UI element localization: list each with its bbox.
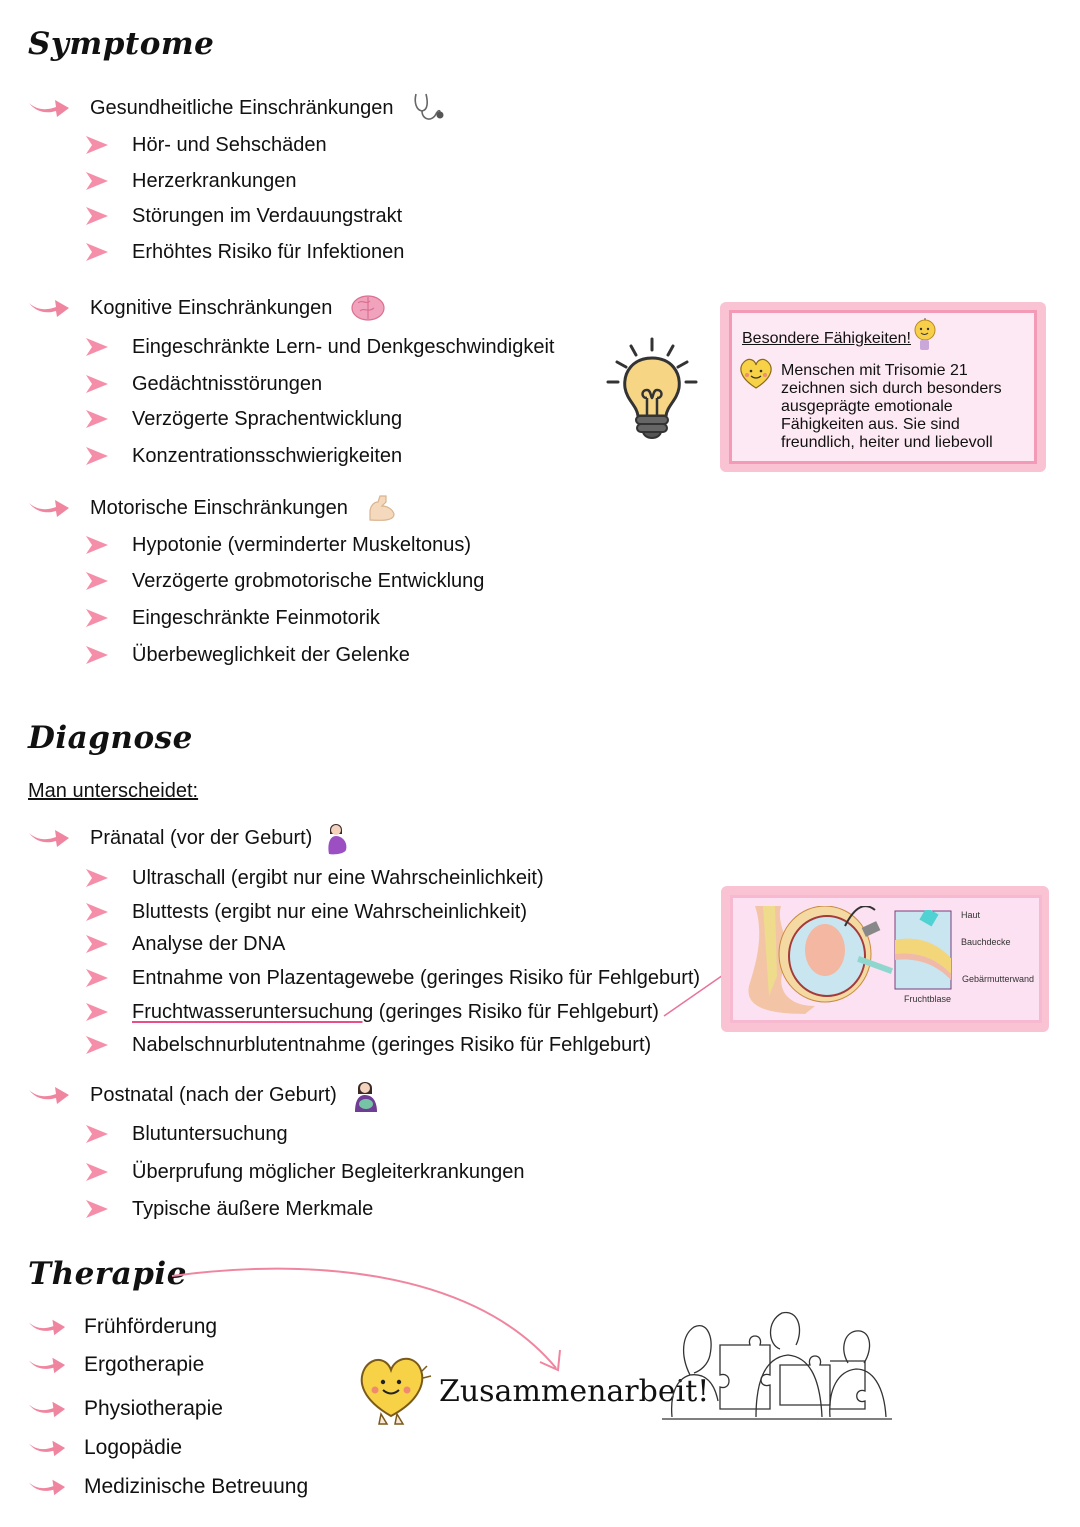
smiley-mascot-icon	[912, 317, 938, 353]
category-label: Kognitive Einschränkungen	[86, 295, 336, 321]
list-item: Hypotonie (verminderter Muskeltonus)	[86, 529, 471, 561]
brain-icon	[350, 293, 386, 323]
chevron-bullet-icon	[86, 447, 108, 465]
highlighted-term: Fruchtwasseruntersuchung	[132, 1001, 374, 1023]
list-item: Erhöhtes Risiko für Infektionen	[86, 236, 404, 268]
list-item: Bluttests (ergibt nur eine Wahrscheinlichkeit)	[86, 896, 527, 928]
diagram-label-fruchtblase: Fruchtblase	[904, 994, 952, 1004]
heart-mascot-icon	[736, 354, 776, 394]
chevron-bullet-icon	[86, 1003, 108, 1021]
diagram-label-bauchdecke: Bauchdecke	[961, 937, 1011, 947]
chevron-bullet-icon	[86, 136, 108, 154]
therapy-item: Physiotherapie	[28, 1393, 223, 1425]
chevron-bullet-icon	[86, 572, 108, 590]
heading-symptome: Symptome	[28, 26, 215, 62]
pink-arrow-icon	[28, 497, 70, 519]
list-item: Konzentrationsschwierigkeiten	[86, 440, 402, 472]
stethoscope-icon	[412, 92, 446, 124]
list-item: Analyse der DNA	[86, 928, 285, 960]
chevron-bullet-icon	[86, 410, 108, 428]
info-card-body: Menschen mit Trisomie 21 zeichnen sich durch besonders ausgeprägte emotionale Fähigkeiten aus. Sie sind freundlich, heiter und liebevoll	[781, 362, 1002, 451]
chevron-bullet-icon	[86, 969, 108, 987]
category-label: Motorische Einschränkungen	[86, 495, 352, 521]
chevron-bullet-icon	[86, 243, 108, 261]
amniocentesis-detail-illustration	[894, 910, 952, 990]
list-item: Überbeweglichkeit der Gelenke	[86, 639, 410, 671]
chevron-bullet-icon	[86, 207, 108, 225]
chevron-bullet-icon	[86, 375, 108, 393]
pink-arrow-icon	[28, 1399, 66, 1419]
diagnose-intro: Man unterscheidet:	[28, 780, 199, 802]
chevron-bullet-icon	[86, 1200, 108, 1218]
pink-arrow-icon	[28, 1477, 66, 1497]
therapy-item: Ergotherapie	[28, 1349, 204, 1381]
chevron-bullet-icon	[86, 1163, 108, 1181]
list-item: Herzerkrankungen	[86, 165, 297, 197]
therapy-item: Medizinische Betreuung	[28, 1471, 308, 1503]
category-label: Postnatal (nach der Geburt)	[86, 1082, 341, 1108]
chevron-bullet-icon	[86, 869, 108, 887]
pregnant-woman-icon	[324, 820, 350, 856]
pink-arrow-icon	[28, 1438, 66, 1458]
category-gesundheitliche-einschraenkungen	[28, 92, 446, 124]
pink-arrow-icon	[28, 1317, 66, 1337]
info-card-title: Besondere Fähigkeiten!	[742, 330, 911, 347]
chevron-bullet-icon	[86, 536, 108, 554]
list-item: Blutuntersuchung	[86, 1118, 288, 1150]
list-item: Eingeschränkte Lern- und Denkgeschwindigkeit	[86, 331, 554, 363]
flexed-biceps-icon	[366, 494, 398, 522]
diagram-label-haut: Haut	[961, 910, 981, 920]
chevron-bullet-icon	[86, 1125, 108, 1143]
category-label: Gesundheitliche Einschränkungen	[86, 95, 398, 121]
list-item: Verzögerte grobmotorische Entwicklung	[86, 565, 484, 597]
list-item: Verzögerte Sprachentwicklung	[86, 403, 402, 435]
chevron-bullet-icon	[86, 1036, 108, 1054]
list-item: Ultraschall (ergibt nur eine Wahrscheinlichkeit)	[86, 862, 544, 894]
lightbulb-icon	[605, 336, 700, 446]
therapy-item: Frühförderung	[28, 1311, 217, 1343]
chevron-bullet-icon	[86, 646, 108, 664]
list-item: Typische äußere Merkmale	[86, 1193, 373, 1225]
teamwork-puzzle-illustration	[660, 1305, 895, 1427]
category-kognitive-einschraenkungen	[28, 292, 386, 324]
list-item: Hör- und Sehschäden	[86, 129, 327, 161]
amniocentesis-diagram-card	[721, 886, 1049, 1032]
category-label: Pränatal (vor der Geburt)	[86, 825, 316, 851]
therapy-item: Logopädie	[28, 1432, 182, 1464]
list-item: Überprufung möglicher Begleiterkrankungen	[86, 1156, 524, 1188]
pink-arrow-icon	[28, 1084, 70, 1106]
pink-arrow-icon	[28, 827, 70, 849]
list-item: Störungen im Verdauungstrakt	[86, 200, 402, 232]
breastfeeding-icon	[351, 1078, 381, 1112]
pregnancy-cross-section-illustration	[745, 906, 895, 1018]
category-praenatal	[28, 822, 350, 854]
chevron-bullet-icon	[86, 935, 108, 953]
heart-mascot-icon	[355, 1352, 433, 1428]
list-item: Nabelschnurblutentnahme (geringes Risiko für Fehlgeburt)	[86, 1029, 651, 1061]
list-item: Eingeschränkte Feinmotorik	[86, 602, 380, 634]
chevron-bullet-icon	[86, 609, 108, 627]
pink-arrow-icon	[28, 97, 70, 119]
category-motorische-einschraenkungen	[28, 492, 398, 524]
list-item: Fruchtwasseruntersuchung (geringes Risiko für Fehlgeburt)	[86, 996, 659, 1028]
diagram-label-gebaermutterwand: Gebärmutterwand	[962, 974, 1035, 984]
list-item: Entnahme von Plazentagewebe (geringes Risiko für Fehlgeburt)	[86, 962, 700, 994]
info-card-besondere-faehigkeiten	[720, 302, 1046, 472]
pink-arrow-icon	[28, 297, 70, 319]
chevron-bullet-icon	[86, 172, 108, 190]
list-item: Gedächtnisstörungen	[86, 368, 322, 400]
chevron-bullet-icon	[86, 338, 108, 356]
pink-arrow-icon	[28, 1355, 66, 1375]
category-postnatal	[28, 1079, 381, 1111]
callout-zusammenarbeit: Zusammenarbeit!	[436, 1374, 712, 1409]
chevron-bullet-icon	[86, 903, 108, 921]
heading-therapie: Therapie	[28, 1256, 187, 1292]
heading-diagnose: Diagnose	[28, 720, 193, 756]
